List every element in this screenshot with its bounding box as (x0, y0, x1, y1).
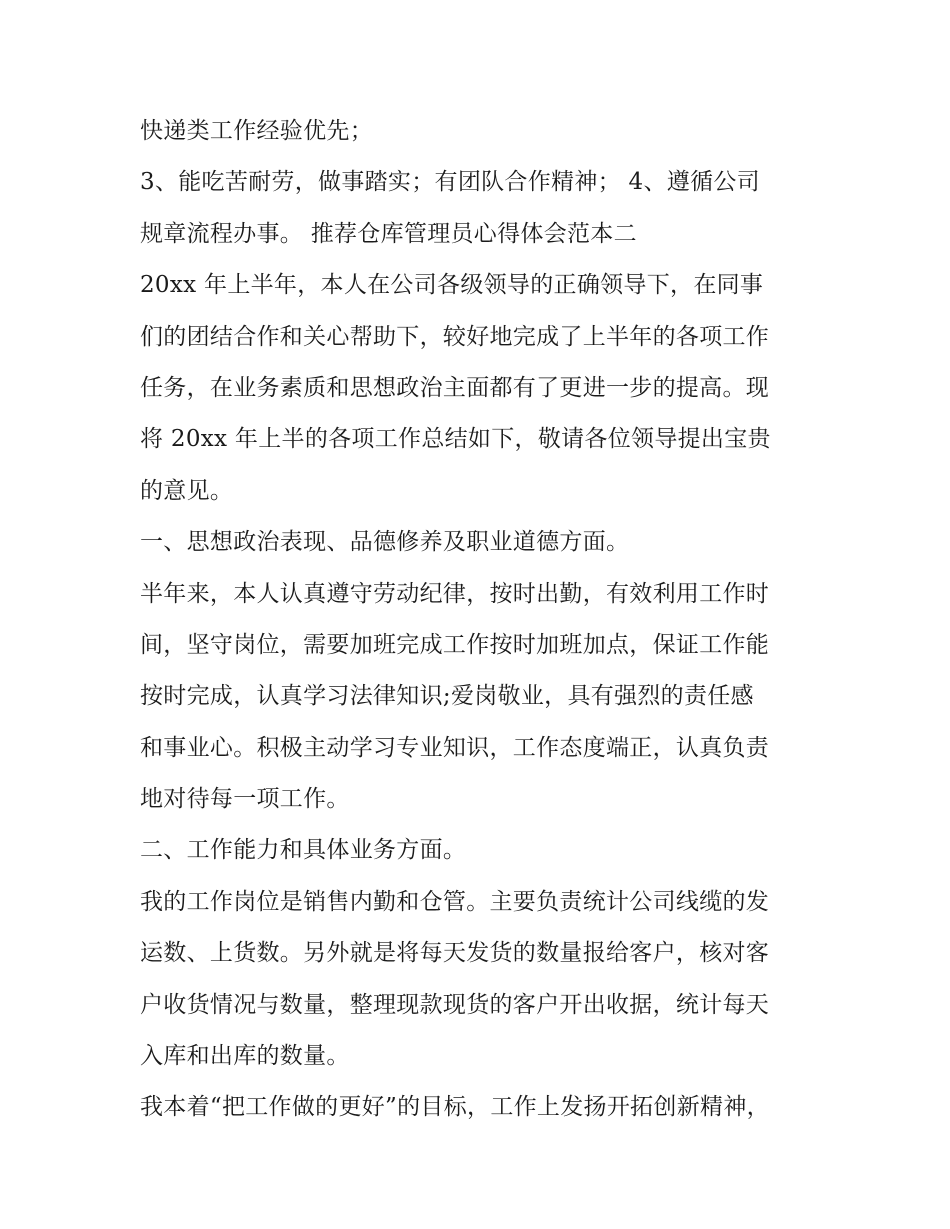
text-line: 运数、上货数。另外就是将每天发货的数量报给客户，核对客 (140, 940, 770, 967)
text-line: 3、能吃苦耐劳，做事踏实；有团队合作精神； 4、遵循公司 (140, 169, 760, 196)
text-line: 我的工作岗位是销售内勤和仓管。主要负责统计公司线缆的发 (140, 888, 770, 915)
text-line: 规章流程办事。 推荐仓库管理员心得体会范本二 (140, 220, 637, 247)
text-line: 户收货情况与数量，整理现款现货的客户开出收据，统计每天 (140, 991, 770, 1018)
text-line: 间，坚守岗位，需要加班完成工作按时加班加点，保证工作能 (140, 631, 770, 658)
text-line: 任务，在业务素质和思想政治主面都有了更进一步的提高。现 (140, 374, 770, 401)
text-line: 快递类工作经验优先； (140, 118, 373, 144)
text-line: 按时完成，认真学习法律知识;爱岗敬业，具有强烈的责任感 (140, 683, 754, 710)
text-line: 地对待每一项工作。 (140, 786, 350, 813)
text-line: 入库和出库的数量。 (140, 1043, 350, 1070)
text-line: 半年来，本人认真遵守劳动纪律，按时出勤，有效利用工作时 (140, 580, 770, 607)
text-line: 将 20xx 年上半的各项工作总结如下，敬请各位领导提出宝贵 (140, 426, 771, 453)
text-line: 的意见。 (140, 477, 234, 504)
text-line: 们的团结合作和关心帮助下，较好地完成了上半年的各项工作 (140, 323, 770, 350)
section-heading: 一、思想政治表现、品德修养及职业道德方面。 (140, 529, 630, 556)
section-heading: 二、工作能力和具体业务方面。 (140, 837, 467, 864)
text-line: 20xx 年上半年，本人在公司各级领导的正确领导下，在同事 (140, 272, 764, 299)
document-body (140, 106, 820, 1134)
text-line: 我本着“把工作做的更好”的目标，工作上发扬开拓创新精神， (140, 1094, 770, 1121)
text-line: 和事业心。积极主动学习专业知识，工作态度端正，认真负责 (140, 734, 770, 761)
